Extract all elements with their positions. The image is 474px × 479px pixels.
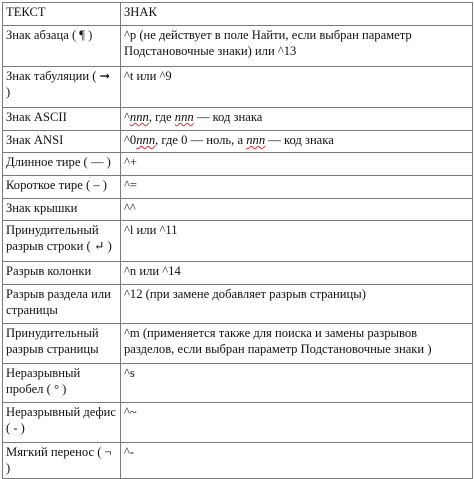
row-text: Короткое тире ( – )	[3, 176, 121, 199]
table-row	[3, 26, 473, 67]
row-text: Принудительный разрыв страницы	[3, 324, 121, 364]
row-sign: ^n или ^14	[121, 262, 473, 285]
row-text: Знак абзаца ( ¶ )	[3, 26, 121, 67]
table-header-row	[3, 3, 473, 26]
row-sign: ^12 (при замене добавляет разрыв страницы)	[121, 285, 473, 324]
row-text: Разрыв раздела или страницы	[3, 285, 121, 324]
row-text: Принудительный разрыв строки ( ↵ )	[3, 221, 121, 262]
table-row	[3, 443, 473, 479]
reference-table-container	[2, 2, 472, 479]
table-row	[3, 153, 473, 176]
row-sign: ^l или ^11	[121, 221, 473, 262]
row-sign: ^-	[121, 443, 473, 479]
table-row	[3, 199, 473, 221]
sign-code-underlined: nnn	[129, 110, 149, 124]
row-text: Знак ANSI	[3, 131, 121, 153]
row-text: Знак крышки	[3, 199, 121, 221]
table-row	[3, 131, 473, 153]
table-row	[3, 262, 473, 285]
table-row	[3, 176, 473, 199]
table-row	[3, 324, 473, 364]
row-sign: ^s	[121, 364, 473, 403]
row-text: Мягкий перенос ( ¬ )	[3, 443, 121, 479]
row-sign	[121, 131, 473, 153]
sign-middle: , где 0 — ноль, а	[155, 133, 247, 147]
row-text: Неразрывный пробел ( ° )	[3, 364, 121, 403]
table-row	[3, 221, 473, 262]
row-sign: ^+	[121, 153, 473, 176]
row-sign: ^~	[121, 403, 473, 443]
row-sign	[121, 108, 473, 131]
table-row	[3, 67, 473, 108]
sign-middle: , где	[148, 110, 175, 124]
table-row	[3, 108, 473, 131]
table-row	[3, 403, 473, 443]
sign-suffix: — код знака	[193, 110, 263, 124]
row-sign: ^m (применяется также для поиска и замены разрывов разделов, если выбран параметр Подстановочные знаки )	[121, 324, 473, 364]
header-text: ТЕКСТ	[3, 3, 121, 26]
row-sign: ^t или ^9	[121, 67, 473, 108]
sign-code-underlined: nnn	[136, 133, 156, 147]
row-text: Разрыв колонки	[3, 262, 121, 285]
row-text: Знак табуляции ( ➞ )	[3, 67, 121, 108]
sign-code-italic: nnn	[246, 133, 266, 147]
row-text: Знак ASCII	[3, 108, 121, 131]
row-sign: ^^	[121, 199, 473, 221]
table-row	[3, 364, 473, 403]
row-text: Длинное тире ( — )	[3, 153, 121, 176]
row-text: Неразрывный дефис ( - )	[3, 403, 121, 443]
header-sign: ЗНАК	[121, 3, 473, 26]
row-sign: ^p (не действует в поле Найти, если выбран параметр Подстановочные знаки) или ^13	[121, 26, 473, 67]
special-characters-table	[2, 2, 473, 479]
sign-code-italic: nnn	[174, 110, 194, 124]
row-sign: ^=	[121, 176, 473, 199]
sign-suffix: — код знака	[265, 133, 334, 147]
sign-prefix: ^0	[124, 133, 137, 147]
sign-prefix: ^	[124, 110, 130, 124]
table-row	[3, 285, 473, 324]
